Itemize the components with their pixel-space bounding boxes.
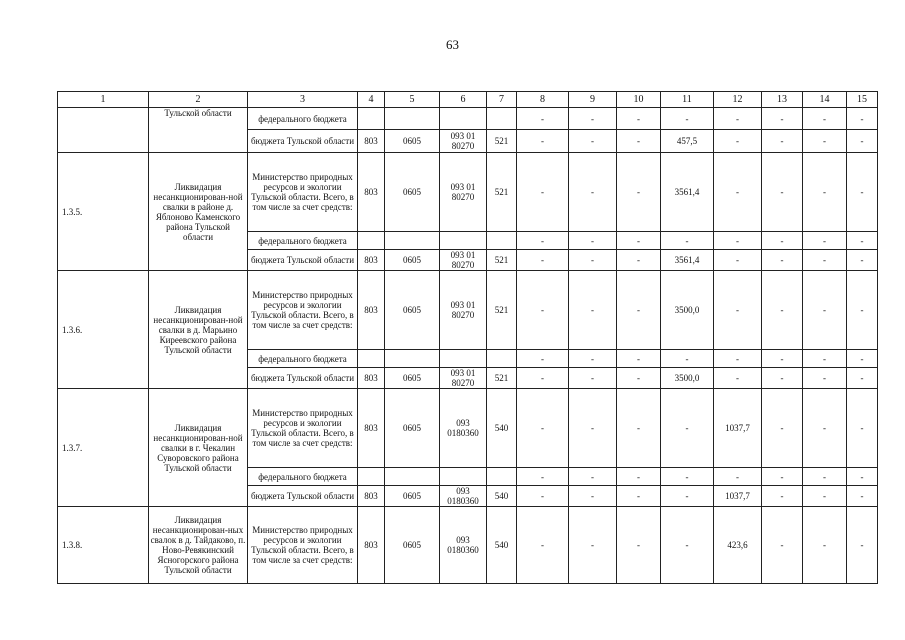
value-cell: - [714, 468, 762, 486]
value-cell: - [617, 350, 661, 368]
funding-source: Министерство природных ресурсов и экологии Тульской области. Всего, в том числе за счет средств: [248, 389, 358, 468]
table-row [58, 507, 878, 584]
code-c7 [487, 232, 517, 250]
value-cell: - [517, 468, 569, 486]
code-c7: 521 [487, 130, 517, 153]
item-name: Ликвидация несанкционирован-ной свалки в д. Марьино Киреевского района Тульской области [149, 271, 248, 389]
column-header: 5 [385, 92, 440, 108]
item-number: 1.3.7. [58, 389, 149, 507]
column-header: 2 [149, 92, 248, 108]
value-cell: - [569, 368, 617, 389]
code-c4: 803 [358, 250, 385, 271]
value-cell: - [847, 271, 878, 350]
value-cell: - [803, 486, 847, 507]
code-c4 [358, 232, 385, 250]
value-cell: - [569, 486, 617, 507]
table-row [58, 153, 878, 232]
value-cell: 423,6 [714, 507, 762, 584]
value-cell: - [617, 368, 661, 389]
code-c7: 521 [487, 368, 517, 389]
code-c6: 093 0180360 [440, 486, 487, 507]
code-c5 [385, 468, 440, 486]
code-c5: 0605 [385, 389, 440, 468]
value-cell: - [847, 468, 878, 486]
value-cell: - [803, 350, 847, 368]
column-header: 12 [714, 92, 762, 108]
value-cell: - [803, 507, 847, 584]
value-cell: - [569, 232, 617, 250]
value-cell: - [847, 486, 878, 507]
column-header: 14 [803, 92, 847, 108]
column-header: 15 [847, 92, 878, 108]
value-cell: - [569, 130, 617, 153]
column-header: 7 [487, 92, 517, 108]
value-cell: - [617, 130, 661, 153]
code-c6: 093 0180360 [440, 389, 487, 468]
value-cell: - [517, 368, 569, 389]
column-header: 6 [440, 92, 487, 108]
value-cell: 3561,4 [661, 153, 714, 232]
code-c4: 803 [358, 389, 385, 468]
value-cell: - [517, 507, 569, 584]
value-cell: - [847, 130, 878, 153]
value-cell: - [803, 130, 847, 153]
value-cell: - [803, 389, 847, 468]
value-cell: - [714, 232, 762, 250]
value-cell: - [569, 350, 617, 368]
value-cell: - [569, 389, 617, 468]
code-c4: 803 [358, 507, 385, 584]
value-cell: - [517, 271, 569, 350]
value-cell: - [803, 271, 847, 350]
value-cell: 3500,0 [661, 271, 714, 350]
code-c5: 0605 [385, 153, 440, 232]
value-cell: - [714, 350, 762, 368]
code-c4 [358, 350, 385, 368]
value-cell: - [517, 350, 569, 368]
code-c5: 0605 [385, 250, 440, 271]
funding-source: федерального бюджета [248, 350, 358, 368]
header-row [58, 92, 878, 108]
value-cell: - [714, 271, 762, 350]
code-c7: 521 [487, 250, 517, 271]
code-c5 [385, 350, 440, 368]
value-cell: - [803, 250, 847, 271]
value-cell: - [661, 468, 714, 486]
table-row [58, 389, 878, 468]
value-cell: 1037,7 [714, 486, 762, 507]
funding-source: бюджета Тульской области [248, 486, 358, 507]
value-cell: - [803, 108, 847, 130]
value-cell: - [847, 108, 878, 130]
value-cell: - [569, 153, 617, 232]
value-cell: - [569, 271, 617, 350]
table-row [58, 108, 878, 130]
budget-table [57, 91, 878, 584]
code-c5: 0605 [385, 368, 440, 389]
code-c6: 093 01 80270 [440, 368, 487, 389]
code-c7: 540 [487, 389, 517, 468]
code-c6: 093 01 80270 [440, 130, 487, 153]
value-cell: - [762, 108, 803, 130]
value-cell: - [517, 232, 569, 250]
code-c6: 093 0180360 [440, 507, 487, 584]
value-cell: - [714, 108, 762, 130]
value-cell: - [617, 389, 661, 468]
value-cell: - [617, 250, 661, 271]
funding-source: Министерство природных ресурсов и экологии Тульской области. Всего, в том числе за счет средств: [248, 507, 358, 584]
value-cell: - [803, 468, 847, 486]
item-number: 1.3.8. [58, 507, 149, 584]
value-cell: - [617, 486, 661, 507]
code-c4: 803 [358, 130, 385, 153]
value-cell: - [517, 389, 569, 468]
value-cell: - [617, 108, 661, 130]
value-cell: - [569, 507, 617, 584]
code-c6: 093 01 80270 [440, 250, 487, 271]
value-cell: - [661, 350, 714, 368]
value-cell: - [617, 507, 661, 584]
value-cell: - [762, 389, 803, 468]
value-cell: - [517, 153, 569, 232]
column-header: 9 [569, 92, 617, 108]
code-c6 [440, 232, 487, 250]
column-header: 1 [58, 92, 149, 108]
value-cell: - [714, 250, 762, 271]
funding-source: бюджета Тульской области [248, 368, 358, 389]
value-cell: - [569, 468, 617, 486]
value-cell: - [617, 271, 661, 350]
code-c4 [358, 468, 385, 486]
code-c6 [440, 468, 487, 486]
item-number: 1.3.6. [58, 271, 149, 389]
value-cell: - [661, 486, 714, 507]
column-header: 11 [661, 92, 714, 108]
code-c7: 540 [487, 486, 517, 507]
funding-source: бюджета Тульской области [248, 250, 358, 271]
column-header: 10 [617, 92, 661, 108]
code-c7: 521 [487, 153, 517, 232]
value-cell: - [803, 232, 847, 250]
funding-source: федерального бюджета [248, 108, 358, 130]
code-c6 [440, 350, 487, 368]
value-cell: 3500,0 [661, 368, 714, 389]
value-cell: 3561,4 [661, 250, 714, 271]
code-c5: 0605 [385, 271, 440, 350]
value-cell: - [517, 130, 569, 153]
table-row [58, 271, 878, 350]
value-cell: - [847, 368, 878, 389]
value-cell: - [617, 232, 661, 250]
value-cell: - [661, 389, 714, 468]
code-c7: 521 [487, 271, 517, 350]
value-cell: - [762, 486, 803, 507]
item-number: 1.3.5. [58, 153, 149, 271]
code-c6: 093 01 80270 [440, 271, 487, 350]
value-cell: - [517, 250, 569, 271]
code-c7: 540 [487, 507, 517, 584]
funding-source: федерального бюджета [248, 468, 358, 486]
value-cell: - [661, 108, 714, 130]
value-cell: - [714, 368, 762, 389]
funding-source: бюджета Тульской области [248, 130, 358, 153]
code-c5 [385, 232, 440, 250]
item-name: Ликвидация несанкционирован-ных свалок в д. Тайдаково, п. Ново-Ревякинский Ясногорского района Тульской области [149, 507, 248, 584]
page-number: 63 [446, 37, 459, 52]
value-cell: - [762, 368, 803, 389]
column-header: 4 [358, 92, 385, 108]
code-c4: 803 [358, 153, 385, 232]
code-c7 [487, 468, 517, 486]
code-c5: 0605 [385, 130, 440, 153]
code-c4 [358, 108, 385, 130]
value-cell: - [762, 232, 803, 250]
item-name: Ликвидация несанкционирован-ной свалки в районе д. Яблоново Каменского района Тульской области [149, 153, 248, 271]
funding-source: Министерство природных ресурсов и экологии Тульской области. Всего, в том числе за счет средств: [248, 153, 358, 232]
funding-source: Министерство природных ресурсов и экологии Тульской области. Всего, в том числе за счет средств: [248, 271, 358, 350]
item-name: Тульской области [149, 108, 248, 153]
value-cell: - [714, 153, 762, 232]
value-cell: - [517, 486, 569, 507]
value-cell: - [762, 468, 803, 486]
code-c7 [487, 350, 517, 368]
value-cell: - [762, 350, 803, 368]
value-cell: - [847, 250, 878, 271]
code-c6 [440, 108, 487, 130]
code-c4: 803 [358, 271, 385, 350]
code-c4: 803 [358, 368, 385, 389]
value-cell: - [569, 108, 617, 130]
value-cell: 1037,7 [714, 389, 762, 468]
item-number [58, 108, 149, 153]
value-cell: - [847, 389, 878, 468]
column-header: 13 [762, 92, 803, 108]
value-cell: - [762, 130, 803, 153]
value-cell: - [847, 232, 878, 250]
value-cell: - [762, 250, 803, 271]
item-name: Ликвидация несанкционирован-ной свалки в г. Чекалин Суворовского района Тульской области [149, 389, 248, 507]
code-c4: 803 [358, 486, 385, 507]
value-cell: - [661, 232, 714, 250]
column-header: 3 [248, 92, 358, 108]
code-c7 [487, 108, 517, 130]
code-c6: 093 01 80270 [440, 153, 487, 232]
value-cell: - [803, 153, 847, 232]
column-header: 8 [517, 92, 569, 108]
value-cell: 457,5 [661, 130, 714, 153]
code-c5: 0605 [385, 486, 440, 507]
value-cell: - [569, 250, 617, 271]
value-cell: - [762, 271, 803, 350]
value-cell: - [617, 468, 661, 486]
value-cell: - [847, 507, 878, 584]
value-cell: - [762, 507, 803, 584]
value-cell: - [517, 108, 569, 130]
funding-source: федерального бюджета [248, 232, 358, 250]
value-cell: - [617, 153, 661, 232]
code-c5 [385, 108, 440, 130]
value-cell: - [762, 153, 803, 232]
value-cell: - [847, 153, 878, 232]
value-cell: - [661, 507, 714, 584]
value-cell: - [847, 350, 878, 368]
value-cell: - [714, 130, 762, 153]
value-cell: - [803, 368, 847, 389]
code-c5: 0605 [385, 507, 440, 584]
